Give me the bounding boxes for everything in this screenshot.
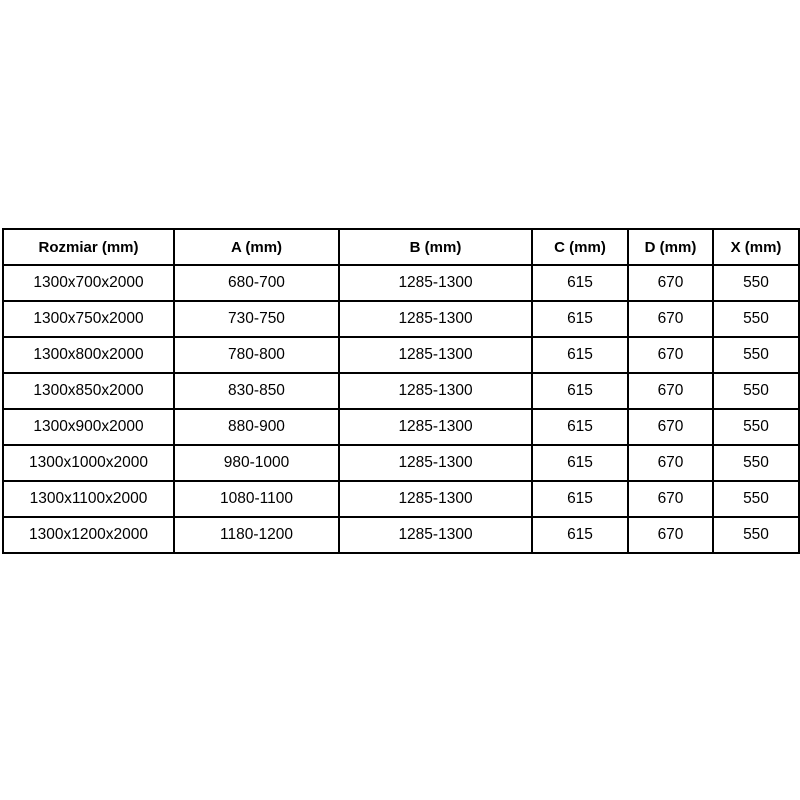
column-header-a: A (mm) — [174, 229, 339, 265]
table-cell-d: 670 — [628, 265, 713, 301]
table-cell-rozmiar: 1300x800x2000 — [3, 337, 174, 373]
column-header-d: D (mm) — [628, 229, 713, 265]
table-cell-a: 730-750 — [174, 301, 339, 337]
table-cell-x: 550 — [713, 265, 799, 301]
table-cell-d: 670 — [628, 409, 713, 445]
table-cell-c: 615 — [532, 409, 628, 445]
table-row — [3, 337, 799, 373]
table-row — [3, 409, 799, 445]
column-header-b: B (mm) — [339, 229, 532, 265]
table-cell-x: 550 — [713, 517, 799, 553]
table-cell-c: 615 — [532, 517, 628, 553]
table-cell-b: 1285-1300 — [339, 301, 532, 337]
table-cell-b: 1285-1300 — [339, 265, 532, 301]
table-cell-a: 1180-1200 — [174, 517, 339, 553]
table-row — [3, 517, 799, 553]
table-row — [3, 481, 799, 517]
table-cell-x: 550 — [713, 481, 799, 517]
table-row — [3, 265, 799, 301]
table-cell-a: 980-1000 — [174, 445, 339, 481]
table-cell-a: 830-850 — [174, 373, 339, 409]
table-cell-rozmiar: 1300x700x2000 — [3, 265, 174, 301]
table-body — [3, 265, 799, 553]
table-cell-c: 615 — [532, 481, 628, 517]
table-cell-a: 880-900 — [174, 409, 339, 445]
table-cell-b: 1285-1300 — [339, 517, 532, 553]
table-cell-c: 615 — [532, 445, 628, 481]
table-cell-b: 1285-1300 — [339, 409, 532, 445]
table-row — [3, 373, 799, 409]
table-cell-c: 615 — [532, 301, 628, 337]
dimension-table — [2, 228, 800, 554]
table-cell-d: 670 — [628, 481, 713, 517]
table-header-row — [3, 229, 799, 265]
table-cell-a: 780-800 — [174, 337, 339, 373]
table-row — [3, 301, 799, 337]
table-cell-x: 550 — [713, 301, 799, 337]
table-row — [3, 445, 799, 481]
table-cell-c: 615 — [532, 337, 628, 373]
table-cell-x: 550 — [713, 337, 799, 373]
table-cell-d: 670 — [628, 517, 713, 553]
column-header-c: C (mm) — [532, 229, 628, 265]
table-cell-rozmiar: 1300x1100x2000 — [3, 481, 174, 517]
column-header-rozmiar: Rozmiar (mm) — [3, 229, 174, 265]
column-header-x: X (mm) — [713, 229, 799, 265]
table-cell-b: 1285-1300 — [339, 445, 532, 481]
table-cell-b: 1285-1300 — [339, 481, 532, 517]
table-cell-x: 550 — [713, 409, 799, 445]
table-cell-rozmiar: 1300x850x2000 — [3, 373, 174, 409]
table-cell-d: 670 — [628, 301, 713, 337]
table-header — [3, 229, 799, 265]
dimension-table-container — [2, 228, 798, 554]
table-cell-b: 1285-1300 — [339, 373, 532, 409]
table-cell-a: 1080-1100 — [174, 481, 339, 517]
table-cell-rozmiar: 1300x750x2000 — [3, 301, 174, 337]
table-cell-a: 680-700 — [174, 265, 339, 301]
table-cell-d: 670 — [628, 445, 713, 481]
table-cell-rozmiar: 1300x1200x2000 — [3, 517, 174, 553]
table-cell-c: 615 — [532, 373, 628, 409]
table-cell-x: 550 — [713, 373, 799, 409]
table-cell-rozmiar: 1300x900x2000 — [3, 409, 174, 445]
table-cell-x: 550 — [713, 445, 799, 481]
table-cell-c: 615 — [532, 265, 628, 301]
table-cell-d: 670 — [628, 373, 713, 409]
table-cell-rozmiar: 1300x1000x2000 — [3, 445, 174, 481]
table-cell-d: 670 — [628, 337, 713, 373]
table-cell-b: 1285-1300 — [339, 337, 532, 373]
